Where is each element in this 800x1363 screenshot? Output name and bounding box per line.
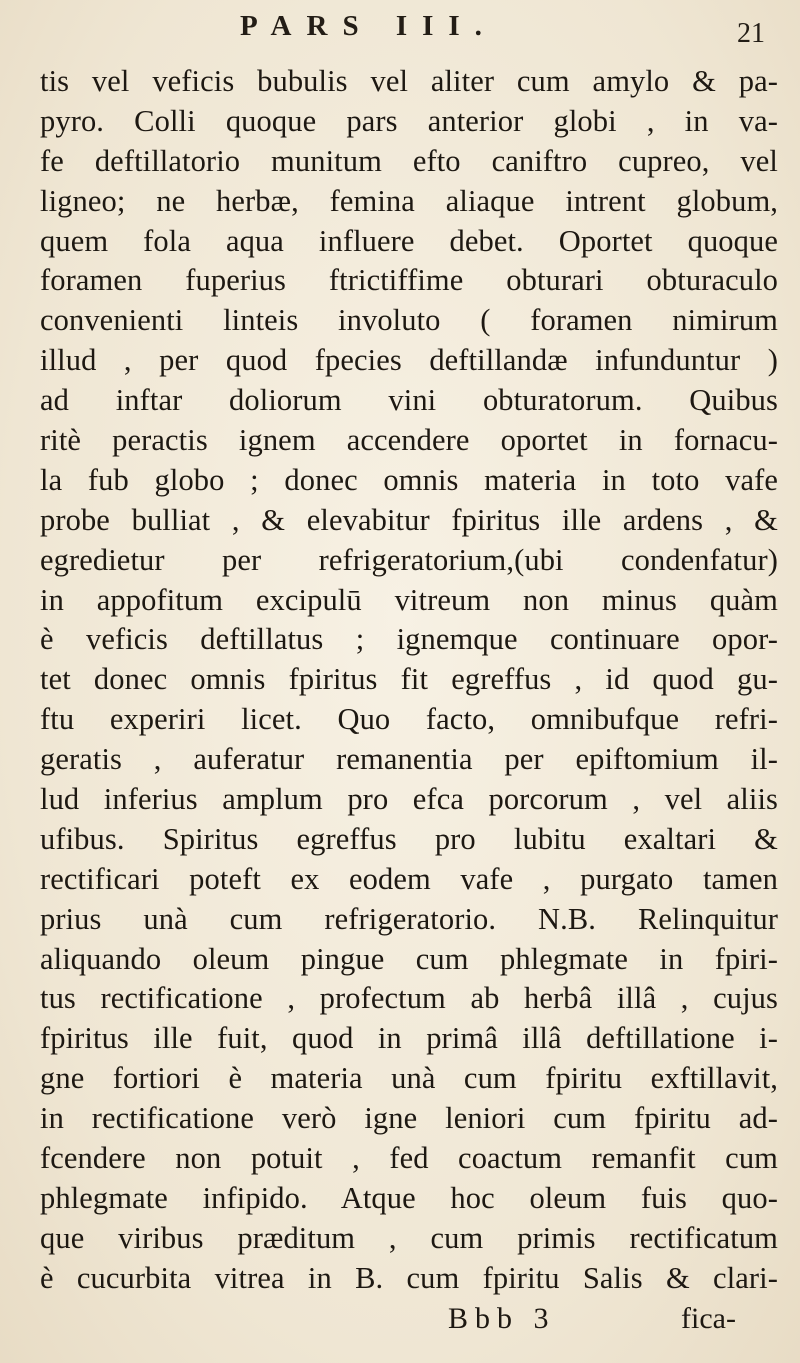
text-line: phlegmate infipido. Atque hoc oleum fuis quo- — [40, 1180, 778, 1215]
text-line: la fub globo ; donec omnis materia in toto vafe — [40, 462, 778, 497]
text-line: geratis , auferatur remanentia per epiftomium il- — [40, 742, 778, 777]
text-line: fcendere non potuit , fed coactum remanfit cum — [40, 1141, 778, 1176]
text-line: gne fortiori è materia unà cum fpiritu exftillavit, — [40, 1061, 778, 1096]
text-line: aliquando oleum pingue cum phlegmate in fpiri- — [40, 941, 778, 976]
text-line: que viribus præditum , cum primis rectificatum — [40, 1220, 778, 1255]
text-line: pyro. Colli quoque pars anterior globi , in va- — [40, 103, 778, 138]
text-line: in rectificatione verò igne leniori cum fpiritu ad- — [40, 1101, 778, 1136]
catchline — [0, 1302, 800, 1342]
text-line: illud , per quod fpecies deftillandæ infunduntur ) — [40, 343, 778, 378]
text-line: ad inftar doliorum vini obturatorum. Quibus — [40, 383, 778, 418]
text-line: probe bulliat , & elevabitur fpiritus ille ardens , & — [40, 502, 778, 537]
text-line: fe deftillatorio munitum efto caniftro cupreo, vel — [40, 143, 778, 178]
page-number: 21 — [737, 18, 765, 49]
text-line: lud inferius amplum pro efca porcorum , vel aliis — [40, 782, 778, 817]
signature-mark: Bbb 3 — [448, 1302, 556, 1335]
text-line: rectificari poteft ex eodem vafe , purgato tamen — [40, 861, 778, 896]
running-title: PARS III. — [240, 10, 497, 42]
text-line: in appofitum excipulū vitreum non minus quàm — [40, 582, 778, 617]
text-line: foramen fuperius ftrictiffime obturari obturaculo — [40, 263, 778, 298]
running-head — [0, 8, 800, 58]
body-text — [40, 62, 778, 1299]
text-line: ligneo; ne herbæ, femina aliaque intrent globum, — [40, 183, 778, 218]
text-line: convenienti linteis involuto ( foramen nimirum — [40, 303, 778, 338]
text-line: è veficis deftillatus ; ignemque continuare opor- — [40, 622, 778, 657]
text-line: tet donec omnis fpiritus fit egreffus , id quod gu- — [40, 662, 778, 697]
text-line: prius unà cum refrigeratorio. N.B. Relinquitur — [40, 901, 778, 936]
text-line: ftu experiri licet. Quo facto, omnibufque refri- — [40, 702, 778, 737]
text-line: tis vel veficis bubulis vel aliter cum amylo & pa- — [40, 64, 778, 98]
text-line: ufibus. Spiritus egreffus pro lubitu exaltari & — [40, 821, 778, 856]
text-line: egredietur per refrigeratorium,(ubi condenfatur) — [40, 542, 778, 577]
text-line: fpiritus ille fuit, quod in primâ illâ deftillatione i- — [40, 1021, 778, 1056]
text-line: tus rectificatione , profectum ab herbâ illâ , cujus — [40, 981, 778, 1016]
catchword: fica- — [681, 1302, 736, 1335]
text-line: è cucurbita vitrea in B. cum fpiritu Salis & clari- — [40, 1260, 778, 1295]
text-line: ritè peractis ignem accendere oportet in fornacu- — [40, 423, 778, 458]
text-line: quem fola aqua influere debet. Oportet quoque — [40, 223, 778, 258]
